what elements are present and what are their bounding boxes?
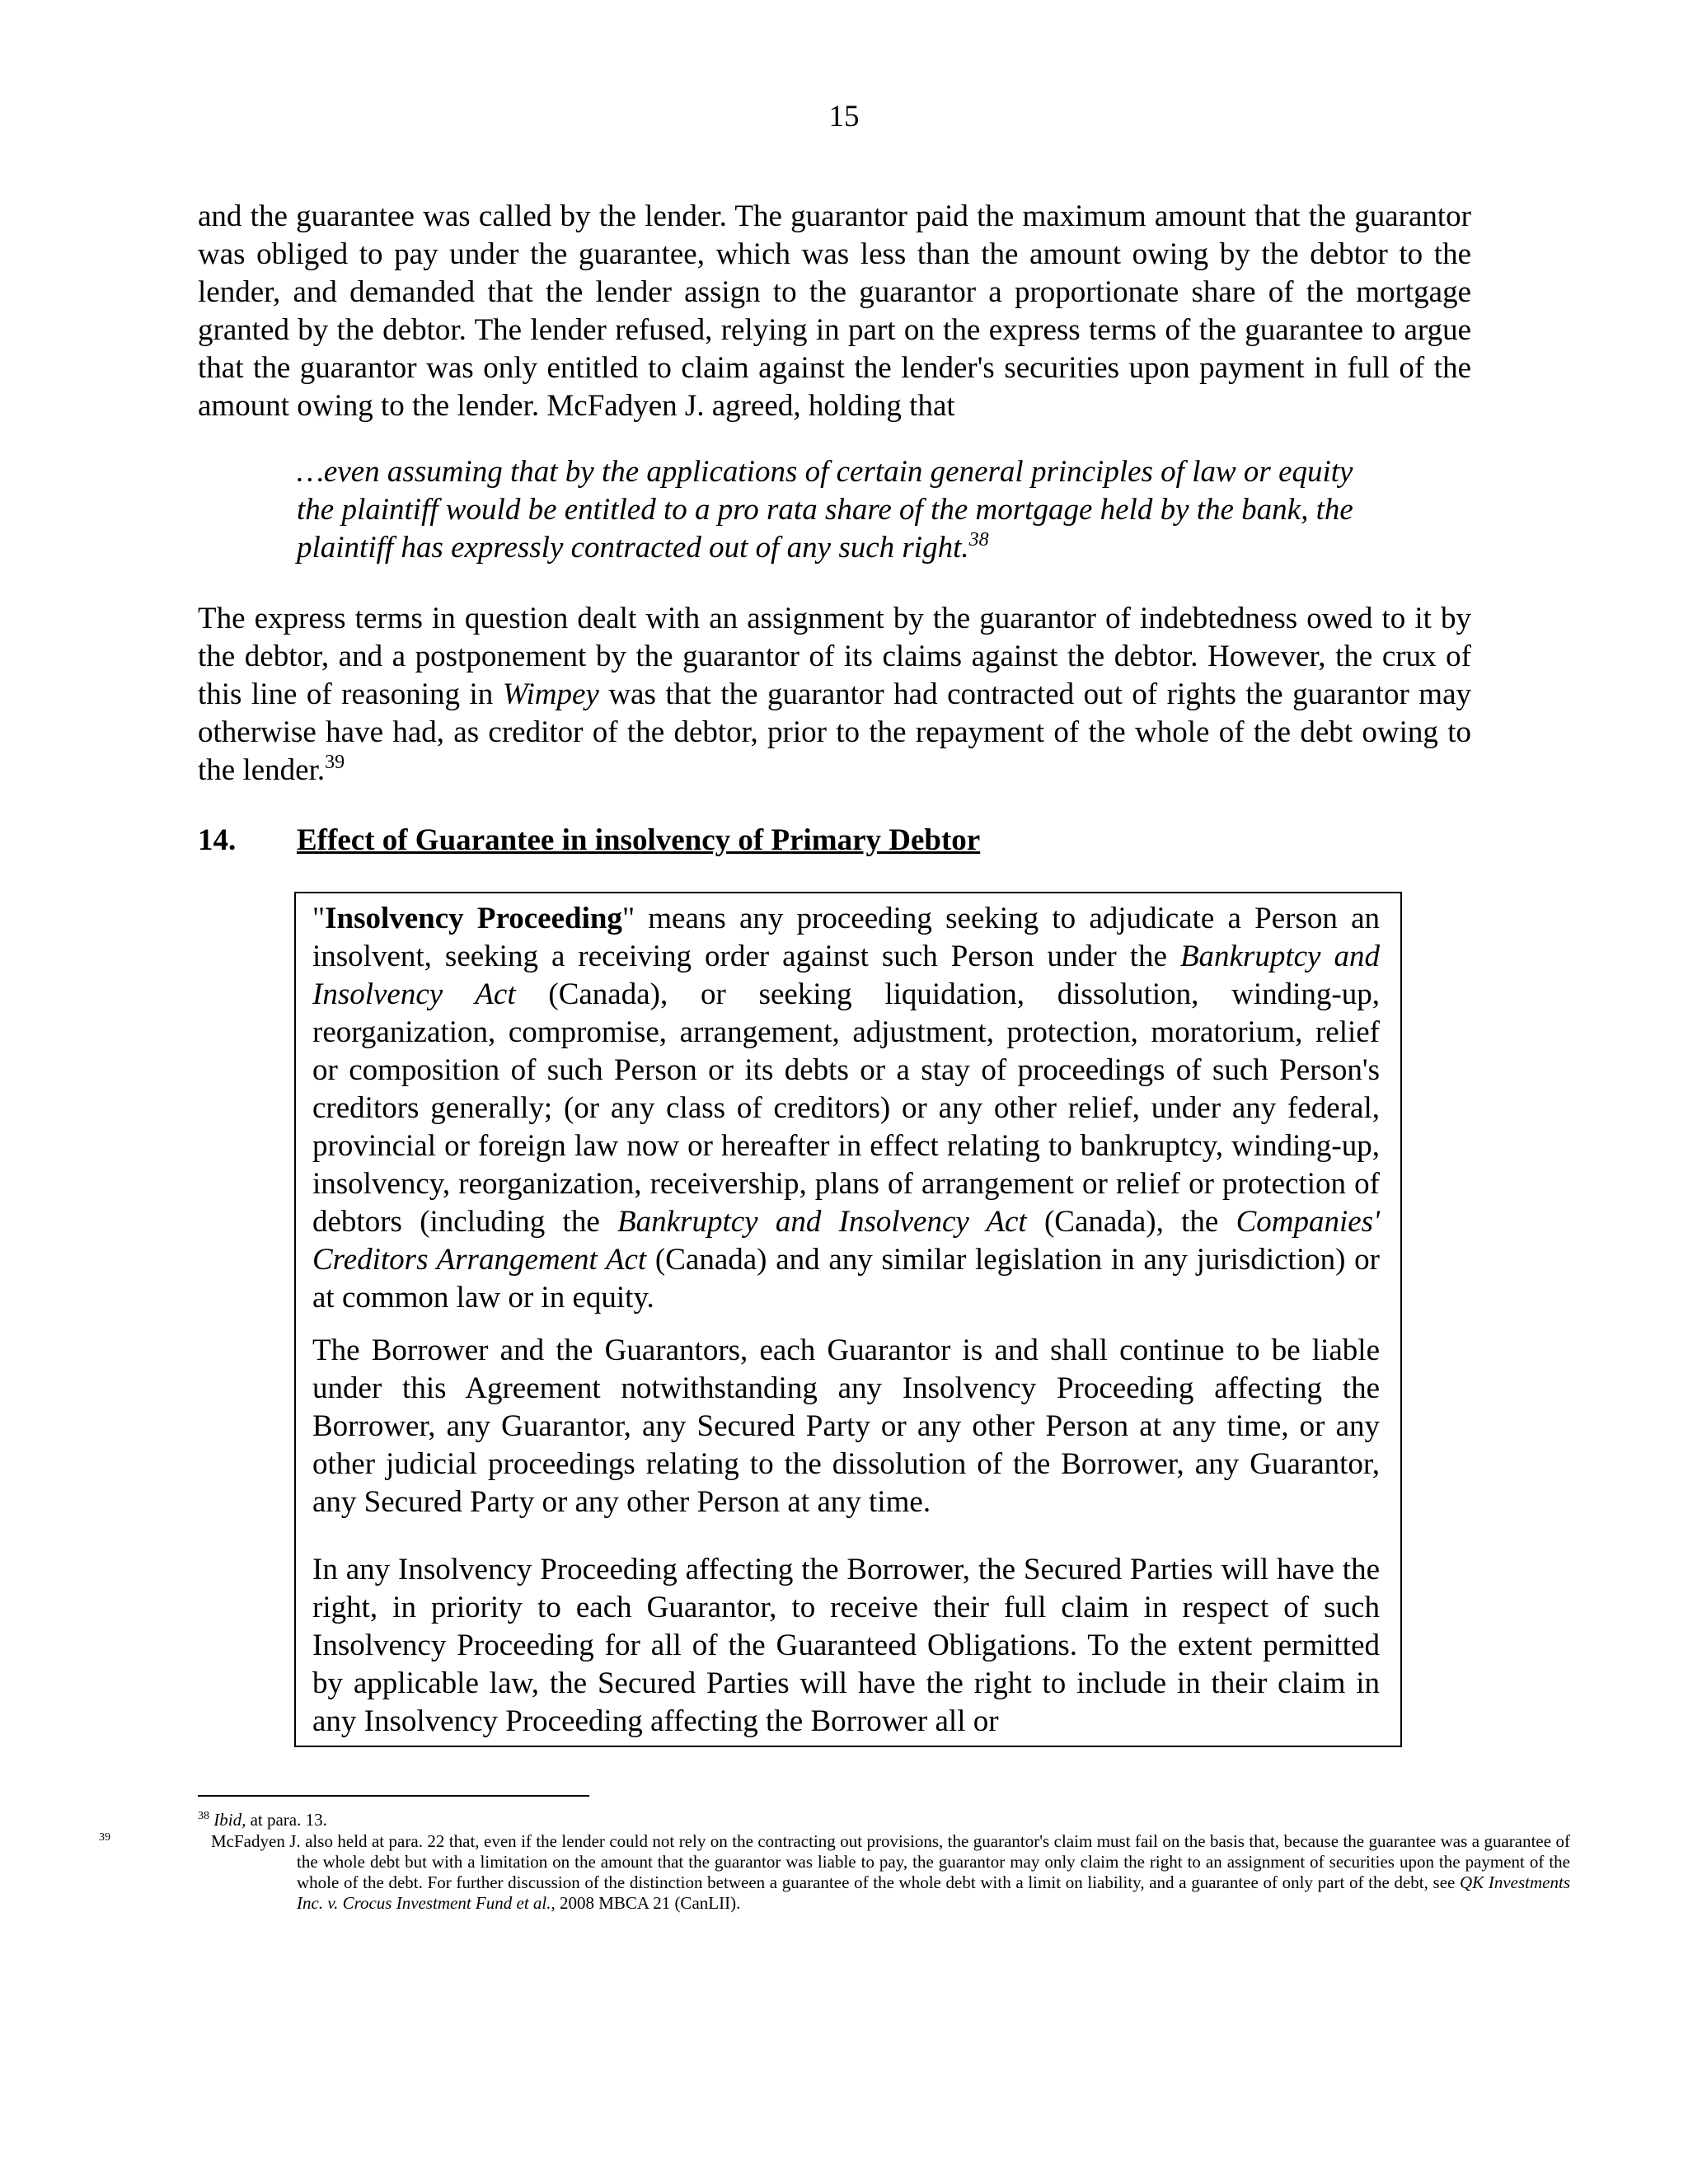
footnote-39-text: McFadyen J. also held at para. 22 that, even if the lender could not rely on the contracting out provisions, the guarantor's claim must fail on the basis that, because the guarantee was a guarantee of the whole debt but with a limitation on the amount that the guarantor was liable to pay, the guarantor may only claim the right to an assignment of securities upon the payment of the whole of the debt. For further discussion of the distinction between a guarantee of the whole debt with a limit on liability, and a guarantee of only part of the debt, see	[211, 1831, 1570, 1892]
body-paragraph-1	[198, 198, 1471, 425]
act-name-3: Companies' Creditors Arrangement Act	[312, 1205, 1380, 1277]
footnote-39-citation: , 2008 MBCA 21 (CanLII).	[551, 1893, 741, 1913]
footnote-38	[198, 1810, 1471, 1830]
close-quote: "	[621, 902, 635, 935]
footnote-ref-39[interactable]: 39	[325, 752, 345, 773]
footnote-39-case: QK Investments Inc. v. Crocus Investment Fund et al.	[297, 1872, 1570, 1913]
page-number: 15	[828, 100, 860, 134]
clause-box	[294, 892, 1402, 1747]
footnote-39	[99, 1831, 1570, 1914]
clause-paragraph-2: The Borrower and the Guarantors, each Guarantor is and shall continue to be liable under this Agreement notwithstanding any Insolvency Proceeding affecting the Borrower, any Guarantor, any Secured Party or any other Person at any time, or any other judicial proceedings relating to the dissolution of the Borrower, any Guarantor, any Secured Party or any other Person at any time.	[312, 1333, 1380, 1519]
footnote-ref-38[interactable]: 38	[968, 529, 989, 551]
case-name-wimpey: Wimpey	[502, 677, 599, 711]
footnote-divider	[198, 1795, 589, 1797]
block-quote	[297, 453, 1376, 567]
defined-term: Insolvency Proceeding	[325, 902, 622, 935]
definition-text-3: (Canada), the	[1026, 1205, 1236, 1239]
definition-text-2: (Canada), or seeking liquidation, dissolution, winding-up, reorganization, compromise, arrangement, adjustment, protection, moratorium, relief or composition of such Person or its debts or a stay of proceedings of such Person's creditors generally; (or any class of creditors) or any other relief, under any federal, provincial or foreign law now or hereafter in effect relating to bankruptcy, winding-up, insolvency, reorganization, receivership, plans of arrangement or relief or protection of debtors (including the	[312, 977, 1381, 1239]
footnote-38-number: 38	[198, 1810, 209, 1822]
open-quote: "	[312, 902, 326, 935]
definition-text-1: means any proceeding seeking to adjudicate a Person an insolvent, seeking a receiving order against such Person under the	[312, 902, 1380, 973]
body-paragraph-2	[198, 600, 1471, 790]
footnote-38-text: at para. 13.	[246, 1810, 327, 1830]
body-paragraph-2-part1: The express terms in question dealt with an assignment by the guarantor of indebtedness owed to it by the debtor, and a postponement by the guarantor of its claims against the debtor. However, the crux of this line of reasoning in	[198, 602, 1471, 711]
section-number: 14.	[198, 823, 237, 857]
section-title: Effect of Guarantee in insolvency of Primary Debtor	[297, 823, 981, 857]
act-name-2: Bankruptcy and Insolvency Act	[617, 1205, 1027, 1239]
act-name-1: Bankruptcy and Insolvency Act	[312, 940, 1380, 1011]
clause-definition-paragraph	[312, 900, 1380, 1317]
footnote-39-number: 39	[99, 1831, 110, 1844]
body-paragraph-2-part2: was that the guarantor had contracted out of rights the guarantor may otherwise have had, as creditor of the debtor, prior to the repayment of the whole of the debt owing to the lender.	[198, 677, 1471, 787]
body-paragraph-1-text: and the guarantee was called by the lender. The guarantor paid the maximum amount that the guarantor was obliged to pay under the guarantee, which was less than the amount owing by the debtor to the lender, and demanded that the lender assign to the guarantor a proportionate share of the mortgage granted by the debtor. The lender refused, relying in part on the express terms of the guarantee to argue that the guarantor was only entitled to claim against the lender's securities upon payment in full of the amount owing to the lender. McFadyen J. agreed, holding that	[198, 199, 1471, 423]
footnote-38-ibid: Ibid,	[213, 1810, 246, 1830]
definition-text-4: (Canada) and any similar legislation in any jurisdiction) or at common law or in equity.	[312, 1243, 1380, 1315]
clause-paragraph-3: In any Insolvency Proceeding affecting the Borrower, the Secured Parties will have the right, in priority to each Guarantor, to receive their full claim in respect of such Insolvency Proceeding for all of the Guaranteed Obligations. To the extent permitted by applicable law, the Secured Parties will have the right to include in their claim in any Insolvency Proceeding affecting the Borrower all or	[312, 1553, 1380, 1738]
block-quote-text: …even assuming that by the applications of certain general principles of law or equity the plaintiff would be entitled to a pro rata share of the mortgage held by the bank, the plaintiff has expressly contracted out of any such right.	[297, 455, 1353, 565]
